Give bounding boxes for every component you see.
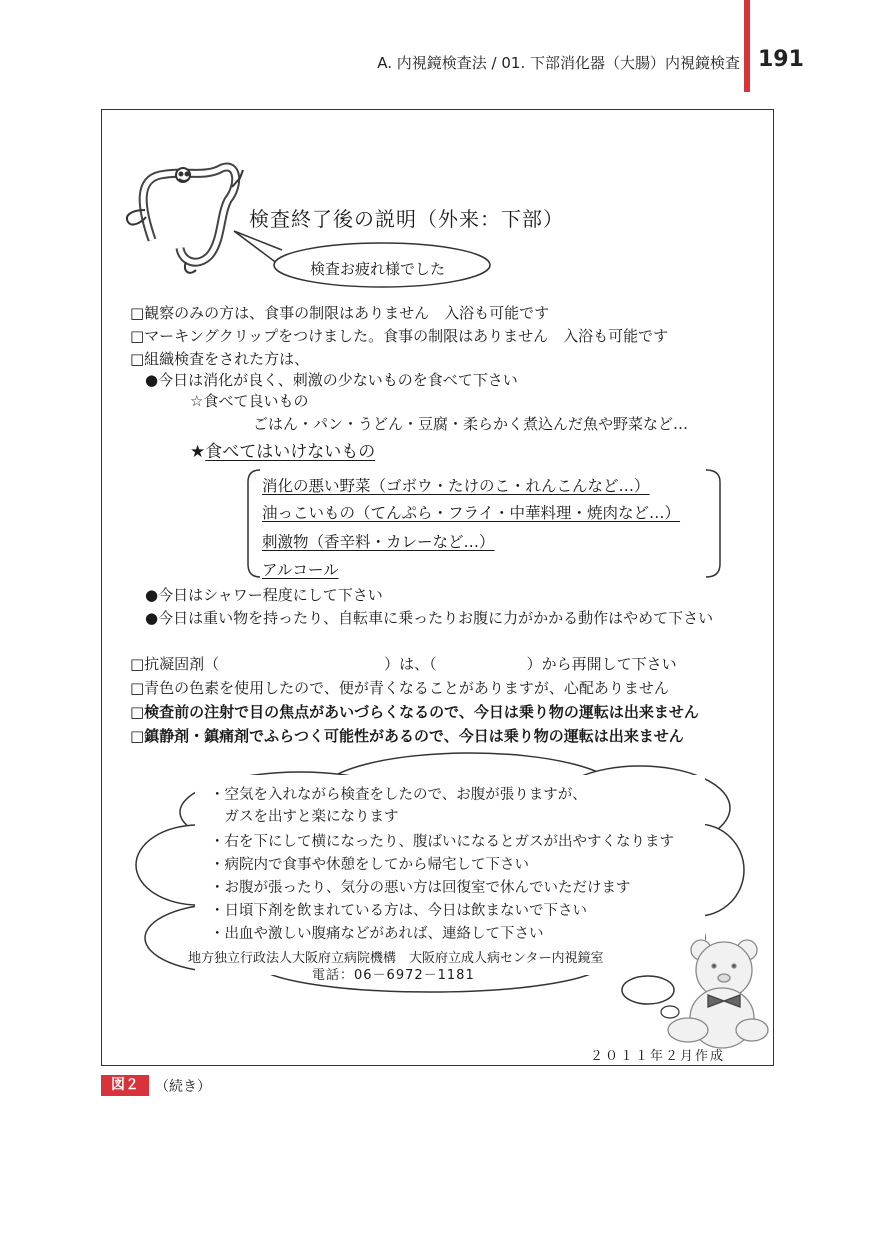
checklist-item-blue-dye: □青色の色素を使用したので、便が青くなることがありますが、心配ありません — [130, 679, 669, 697]
ng-food-item: 刺激物（香辛料・カレーなど…） — [262, 533, 495, 551]
checklist-item-observation: □観察のみの方は、食事の制限はありません 入浴も可能です — [130, 304, 550, 322]
cloud-note: ・出血や激しい腹痛などがあれば、連絡して下さい — [210, 926, 544, 942]
star-icon: ★ — [190, 442, 206, 462]
organization-name: 地方独立行政法人大阪府立病院機構 大阪府立成人病センター内視鏡室 — [188, 951, 604, 966]
ng-food-item: アルコール — [262, 561, 339, 579]
checklist-item-injection: □検査前の注射で目の焦点があいづらくなるので、今日は乗り物の運転は出来ません — [130, 703, 699, 721]
ng-food-item: 消化の悪い野菜（ゴボウ・たけのこ・れんこんなど…） — [262, 477, 650, 495]
ng-food-item: 油っこいもの（てんぷら・フライ・中華料理・焼肉など…） — [262, 504, 681, 522]
phone-number: 電話：06－6972－1181 — [312, 968, 475, 983]
sheet-title: 検査終了後の説明（外来：下部） — [249, 207, 564, 231]
checklist-item-biopsy: □組織検査をされた方は、 — [130, 350, 310, 368]
figure-continued: （続き） — [155, 1079, 211, 1095]
cloud-note: ・日頃下剤を飲まれている方は、今日は飲まないで下さい — [210, 903, 587, 919]
ok-foods-heading: ☆食べて良いもの — [190, 392, 309, 410]
ng-foods-heading — [190, 437, 375, 462]
cloud-note: ・お腹が張ったり、気分の悪い方は回復室で休んでいただけます — [210, 880, 631, 896]
figure-label: 図２ — [101, 1075, 149, 1096]
cloud-note: ・病院内で食事や休憩をしてから帰宅して下さい — [210, 857, 529, 873]
biopsy-activity: ●今日は重い物を持ったり、自転車に乗ったりお腹に力がかかる動作はやめて下さい — [145, 609, 714, 627]
colon-mascot-illustration — [127, 167, 243, 273]
page-number: 191 — [758, 47, 804, 72]
created-date: ２０１１年２月作成 — [590, 1049, 726, 1064]
cloud-small-bubble-2 — [661, 1006, 679, 1018]
ok-foods-list: ごはん・パン・うどん・豆腐・柔らかく煮込んだ魚や野菜など… — [253, 415, 689, 433]
cloud-note: ・空気を入れながら検査をしたので、お腹が張りますが、 — [210, 787, 587, 803]
greeting-text: 検査お疲れ様でした — [310, 260, 446, 278]
biopsy-today-food: ●今日は消化が良く、刺激の少ないものを食べて下さい — [145, 371, 518, 389]
checklist-item-sedative: □鎮静剤・鎮痛剤でふらつく可能性があるので、今日は乗り物の運転は出来ません — [130, 727, 684, 745]
cloud-small-bubble-1 — [622, 976, 674, 1004]
cloud-note: ガスを出すと楽になります — [210, 809, 399, 825]
biopsy-shower: ●今日はシャワー程度にして下さい — [145, 586, 383, 604]
checklist-item-anticoagulant: □抗凝固剤（ ）は、（ ）から再開して下さい — [130, 655, 677, 673]
checklist-item-marking-clip: □マーキングクリップをつけました。食事の制限はありません 入浴も可能です — [130, 327, 669, 345]
running-title: A. 内視鏡検査法 / 01. 下部消化器（大腸）内視鏡検査 — [377, 54, 740, 72]
cloud-note: ・右を下にして横になったり、腹ばいになるとガスが出やすくなります — [210, 834, 674, 850]
ng-foods-heading-text: 食べてはいけないもの — [205, 442, 376, 462]
